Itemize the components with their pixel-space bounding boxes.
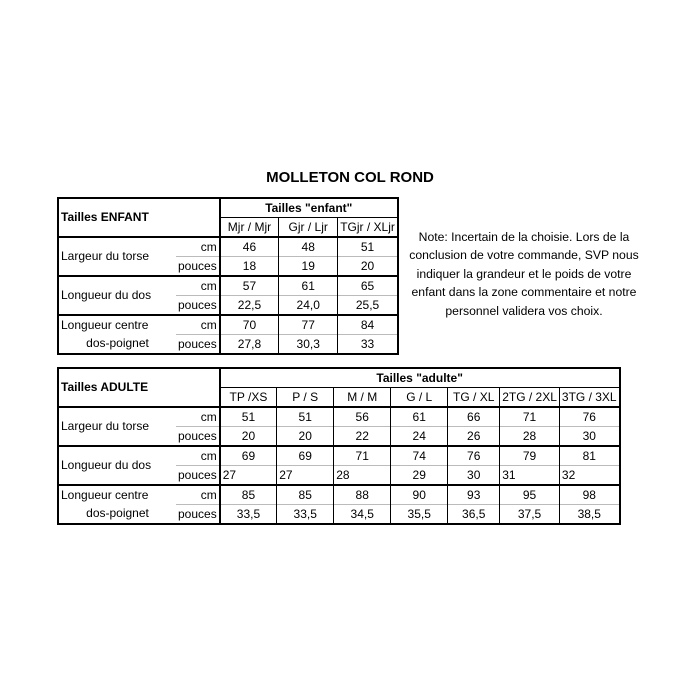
- adult-cell: 32: [559, 466, 619, 486]
- kids-row-label-2: dos-poignet: [86, 336, 149, 351]
- adult-cell: 51: [220, 407, 277, 427]
- kids-cell: 61: [279, 276, 338, 296]
- kids-cell: 27,8: [220, 335, 279, 355]
- kids-row-label: Longueur centre: [58, 315, 176, 335]
- adult-size-header: 2TG / 2XL: [500, 388, 560, 408]
- adult-cell: 74: [391, 446, 448, 466]
- adult-size-header: G / L: [391, 388, 448, 408]
- kids-cell: 19: [279, 257, 338, 277]
- adult-cell: 37,5: [500, 505, 560, 525]
- kids-row-label: Longueur du dos: [58, 276, 176, 315]
- adult-cell: 66: [448, 407, 500, 427]
- adult-cell: 22: [334, 427, 391, 447]
- kids-cell: 30,3: [279, 335, 338, 355]
- kids-row-label: Largeur du torse: [58, 237, 176, 276]
- adult-size-header: TP /XS: [220, 388, 277, 408]
- adult-cell: 81: [559, 446, 619, 466]
- adult-cell: 90: [391, 485, 448, 505]
- adult-cell: 20: [277, 427, 334, 447]
- kids-cell: 70: [220, 315, 279, 335]
- adult-cell: 71: [334, 446, 391, 466]
- adult-size-header: P / S: [277, 388, 334, 408]
- adult-row-label: Largeur du torse: [58, 407, 176, 446]
- adult-cell: 28: [334, 466, 391, 486]
- adult-cell: 28: [500, 427, 560, 447]
- adult-size-header: 3TG / 3XL: [559, 388, 619, 408]
- kids-cell: 65: [338, 276, 398, 296]
- kids-size-header: TGjr / XLjr: [338, 218, 398, 238]
- adult-cell: 33,5: [220, 505, 277, 525]
- adult-group-header: Tailles "adulte": [220, 368, 620, 388]
- adult-cell: 76: [559, 407, 619, 427]
- kids-cell: 18: [220, 257, 279, 277]
- adult-size-header: M / M: [334, 388, 391, 408]
- adult-cell: 98: [559, 485, 619, 505]
- adult-cell: 24: [391, 427, 448, 447]
- adult-cell: 35,5: [391, 505, 448, 525]
- adult-size-table: [57, 367, 621, 525]
- adult-cell: 69: [220, 446, 277, 466]
- unit-in: pouces: [176, 505, 220, 525]
- adult-cell: 20: [220, 427, 277, 447]
- adult-cell: 85: [277, 485, 334, 505]
- adult-row-label: Longueur du dos: [58, 446, 176, 485]
- kids-cell: 25,5: [338, 296, 398, 316]
- adult-cell: 30: [448, 466, 500, 486]
- unit-cm: cm: [176, 485, 220, 505]
- adult-cell: 93: [448, 485, 500, 505]
- adult-cell: 31: [500, 466, 560, 486]
- unit-in: pouces: [176, 466, 220, 486]
- kids-cell: 20: [338, 257, 398, 277]
- kids-cell: 57: [220, 276, 279, 296]
- kids-cell: 33: [338, 335, 398, 355]
- unit-cm: cm: [176, 276, 220, 296]
- adult-row-label: Longueur centre: [58, 485, 176, 505]
- kids-size-header: Gjr / Ljr: [279, 218, 338, 238]
- adult-cell: 88: [334, 485, 391, 505]
- kids-table-label: Tailles ENFANT: [61, 210, 149, 224]
- adult-size-header: TG / XL: [448, 388, 500, 408]
- adult-cell: 56: [334, 407, 391, 427]
- kids-cell: 48: [279, 237, 338, 257]
- unit-cm: cm: [176, 446, 220, 466]
- adult-cell: 33,5: [277, 505, 334, 525]
- adult-cell: 95: [500, 485, 560, 505]
- adult-cell: 69: [277, 446, 334, 466]
- kids-size-table: [57, 197, 399, 355]
- unit-cm: cm: [176, 407, 220, 427]
- kids-cell: 46: [220, 237, 279, 257]
- adult-cell: 30: [559, 427, 619, 447]
- kids-size-header: Mjr / Mjr: [220, 218, 279, 238]
- unit-in: pouces: [176, 335, 220, 355]
- adult-cell: 27: [220, 466, 277, 486]
- unit-in: pouces: [176, 427, 220, 447]
- unit-in: pouces: [176, 296, 220, 316]
- kids-cell: 77: [279, 315, 338, 335]
- adult-cell: 34,5: [334, 505, 391, 525]
- adult-cell: 51: [277, 407, 334, 427]
- adult-cell: 79: [500, 446, 560, 466]
- adult-cell: 85: [220, 485, 277, 505]
- adult-cell: 38,5: [559, 505, 619, 525]
- adult-row-label-2: dos-poignet: [86, 506, 149, 521]
- adult-cell: 61: [391, 407, 448, 427]
- kids-group-header: Tailles "enfant": [220, 198, 398, 218]
- kids-cell: 51: [338, 237, 398, 257]
- adult-table-label: Tailles ADULTE: [61, 380, 149, 394]
- adult-cell: 36,5: [448, 505, 500, 525]
- size-note: Note: Incertain de la choisie. Lors de la conclusion de votre commande, SVP nous indiquer la grandeur et le poids de votre enfant dans la zone commentaire et notre personnel validera vos choix.: [409, 230, 639, 318]
- kids-cell: 22,5: [220, 296, 279, 316]
- adult-cell: 26: [448, 427, 500, 447]
- adult-cell: 76: [448, 446, 500, 466]
- unit-cm: cm: [176, 315, 220, 335]
- adult-cell: 71: [500, 407, 560, 427]
- page-title: MOLLETON COL ROND: [266, 169, 434, 186]
- kids-cell: 24,0: [279, 296, 338, 316]
- adult-cell: 27: [277, 466, 334, 486]
- unit-in: pouces: [176, 257, 220, 277]
- unit-cm: cm: [176, 237, 220, 257]
- kids-cell: 84: [338, 315, 398, 335]
- adult-cell: 29: [391, 466, 448, 486]
